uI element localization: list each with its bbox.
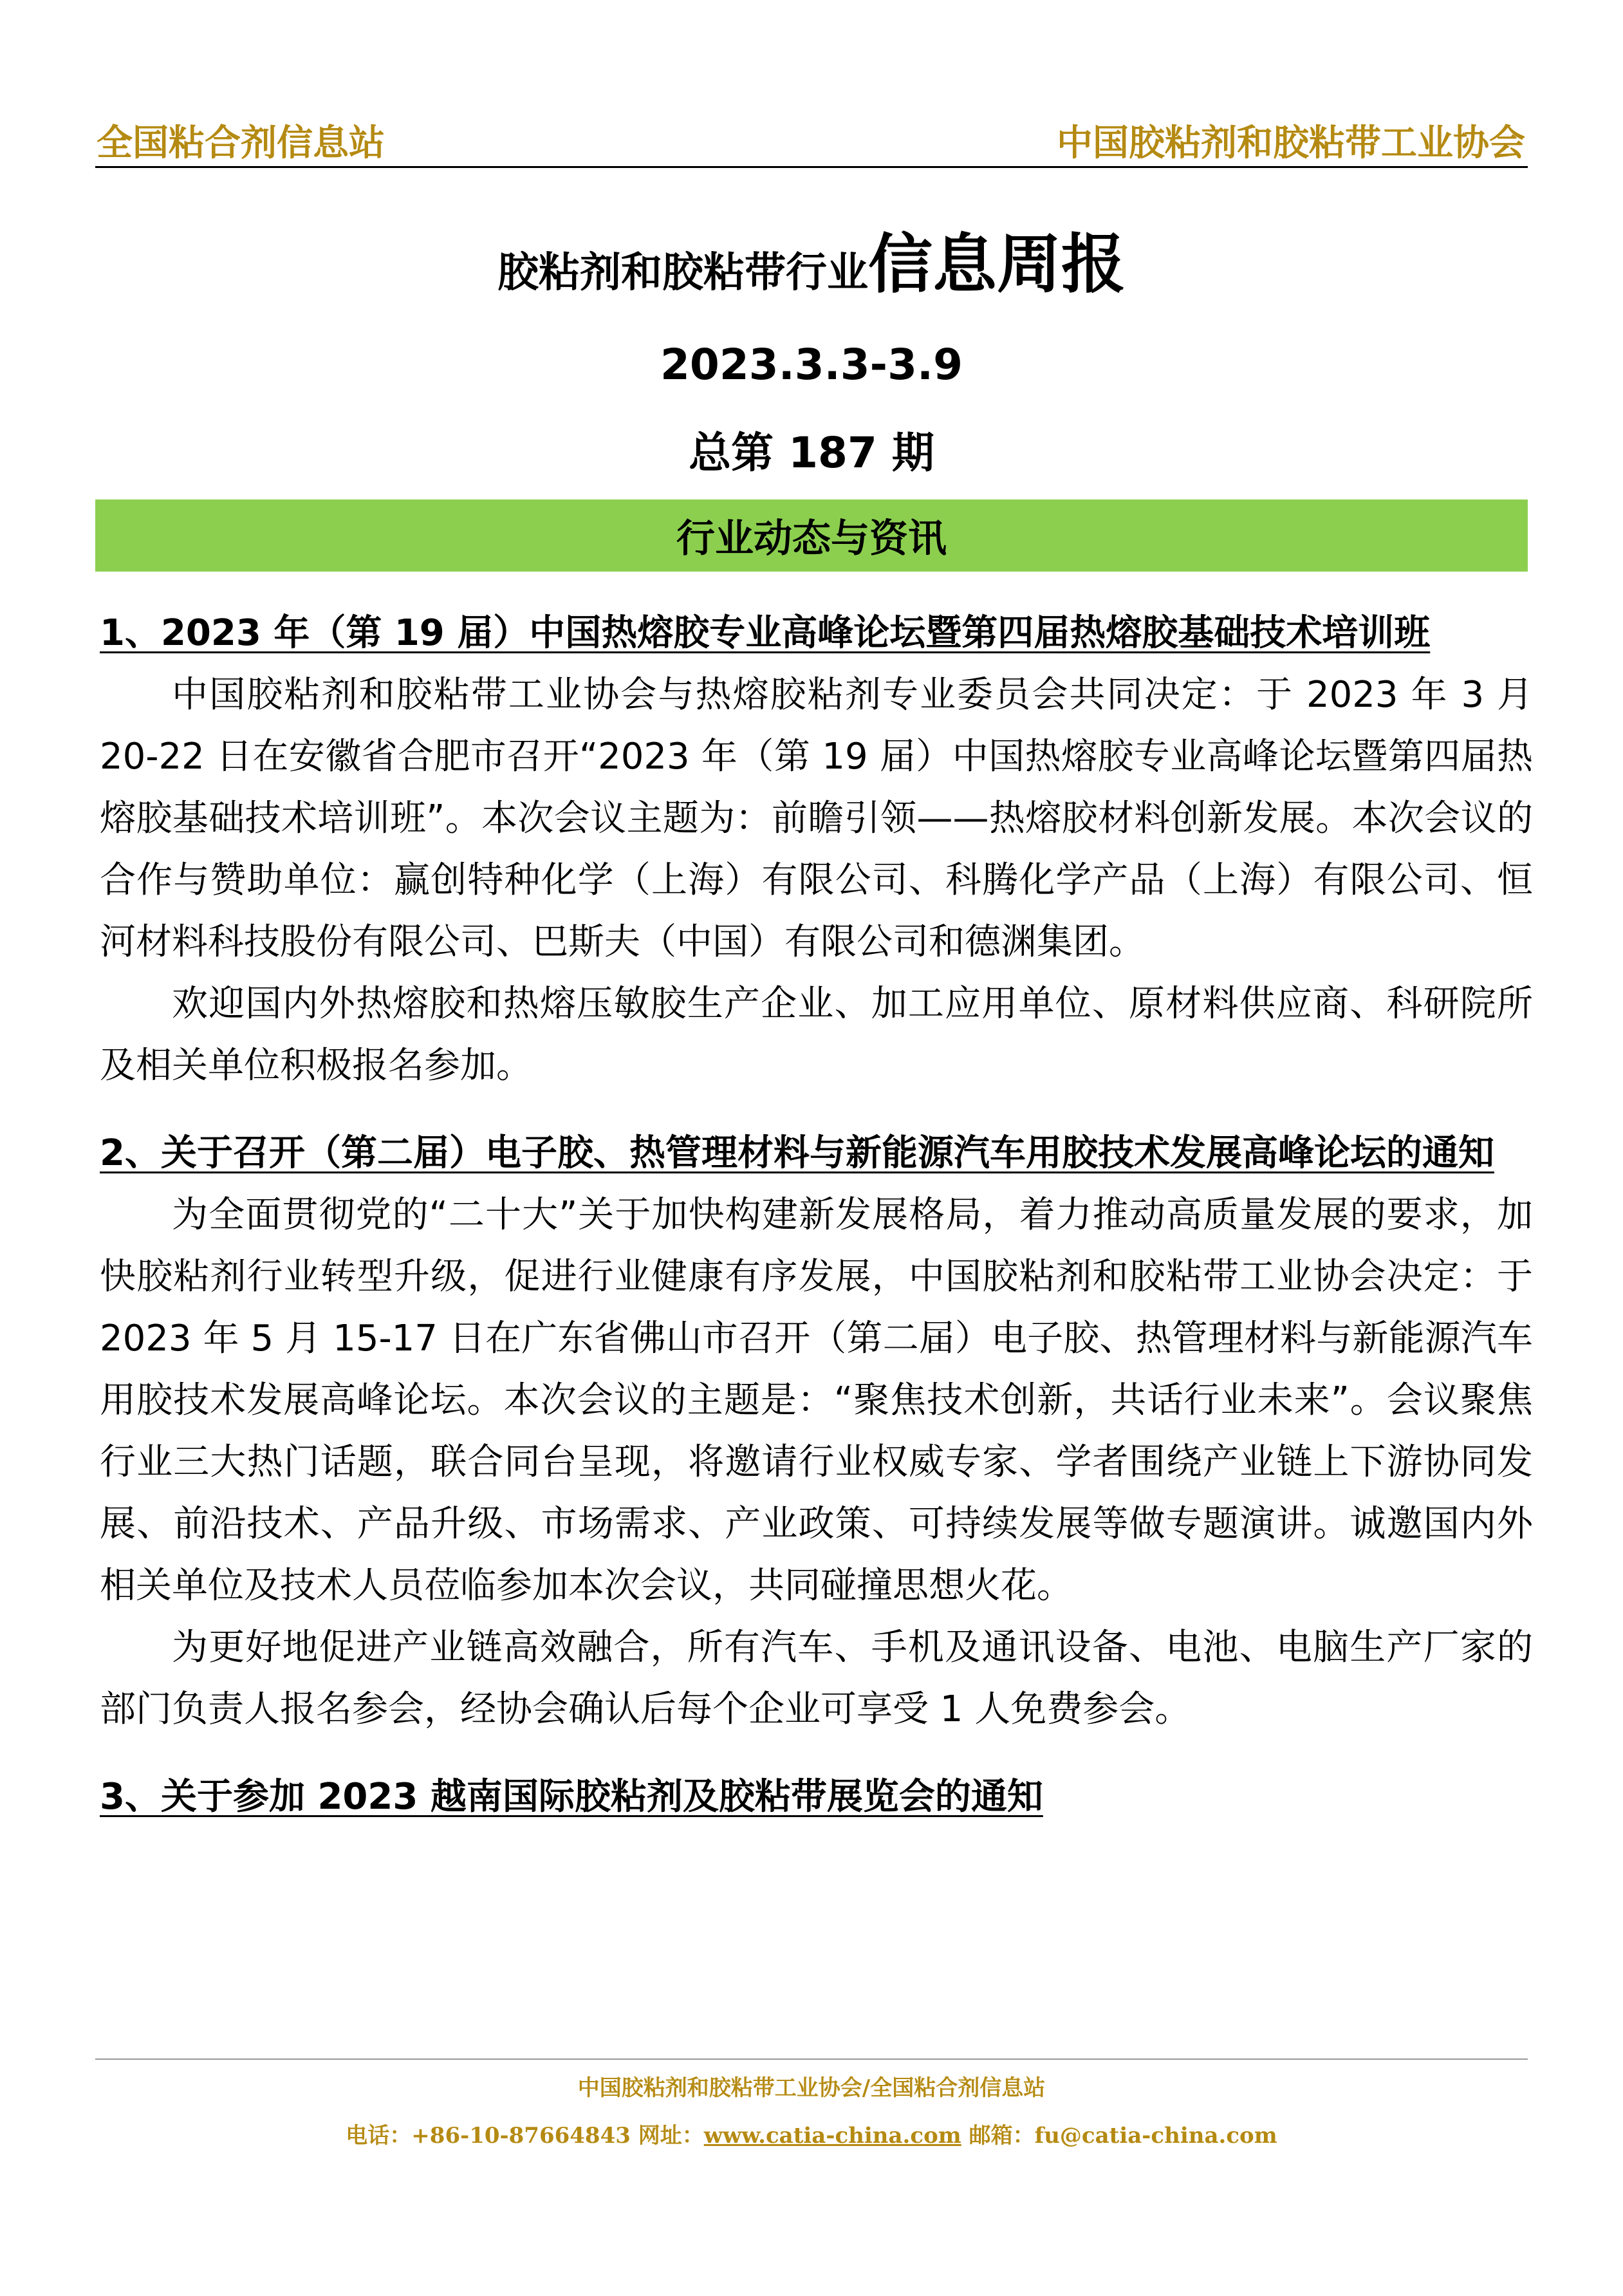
article-1-paragraph-1: 中国胶粘剂和胶粘带工业协会与热熔胶粘剂专业委员会共同决定：于 2023 年 3 月 20-22 日在安徽省合肥市召开“2023 年（第 19 届）中国热熔胶专业高峰论坛暨第四届热熔胶基础技术培训班”。本次会议主题为：前瞻引领——热熔胶材料创新发展。本次会议的合作与赞助单位：赢创特种化学（上海）有限公司、科腾化学产品（上海）有限公司、恒河材料科技股份有限公司、巴斯夫（中国）有限公司和德渊集团。 [100,674,1533,963]
header-left-site-name: 全国粘合剂信息站 [97,122,385,164]
page-title [0,212,1623,305]
article-2-paragraph-1: 为全面贯彻党的“二十大”关于加快构建新发展格局，着力推动高质量发展的要求，加快胶粘剂行业转型升级，促进行业健康有序发展，中国胶粘剂和胶粘带工业协会决定：于 2023 年 5 月 15-17 日在广东省佛山市召开（第二届）电子胶、热管理材料与新能源汽车用胶技术发展高峰论坛。本次会议的主题是：“聚焦技术创新，共话行业未来”。会议聚焦行业三大热门话题，联合同台呈现，将邀请行业权威专家、学者围绕产业链上下游协同发展、前沿技术、产品升级、市场需求、产业政策、可持续发展等做专题演讲。诚邀国内外相关单位及技术人员莅临参加本次会议，共同碰撞思想火花。 [100,1194,1533,1607]
article-list [100,602,1533,1828]
article-3-heading: 3、关于参加 2023 越南国际胶粘剂及胶粘带展览会的通知 [100,1776,1043,1818]
footer-website-link[interactable]: www.catia-china.com [703,2123,961,2149]
article-1-heading: 1、2023 年（第 19 届）中国热熔胶专业高峰论坛暨第四届热熔胶基础技术培训班 [100,612,1431,654]
date-range: 2023.3.3-3.9 [660,340,963,389]
footer-email[interactable]: fu@catia-china.com [1034,2123,1277,2149]
article-1-paragraph-2: 欢迎国内外热熔胶和热熔压敏胶生产企业、加工应用单位、原材料供应商、科研院所及相关单位积极报名参加。 [100,983,1533,1087]
title-part1: 胶粘剂和胶粘带行业 [497,249,868,297]
section-band [95,499,1528,572]
issue-number: 总第 187 期 [689,428,934,478]
article-2-heading: 2、关于召开（第二届）电子胶、热管理材料与新能源汽车用胶技术发展高峰论坛的通知 [100,1132,1494,1174]
footer-email-label: 邮箱： [961,2123,1035,2149]
article-2-paragraph-2: 为更好地促进产业链高效融合，所有汽车、手机及通讯设备、电池、电脑生产厂家的部门负责人报名参会，经协会确认后每个企业可享受 1 人免费参会。 [100,1627,1533,1730]
header-right-association-name: 中国胶粘剂和胶粘带工业协会 [1057,122,1525,164]
footer-contact [0,2118,1623,2149]
footer-organization: 中国胶粘剂和胶粘带工业协会/全国粘合剂信息站 [577,2075,1046,2101]
footer-phone: 电话：+86-10-87664843 网址： [346,2123,704,2149]
title-part2: 信息周报 [868,227,1126,302]
footer-divider [95,2058,1528,2060]
section-band-label: 行业动态与资讯 [676,516,947,561]
header-divider [95,166,1528,168]
